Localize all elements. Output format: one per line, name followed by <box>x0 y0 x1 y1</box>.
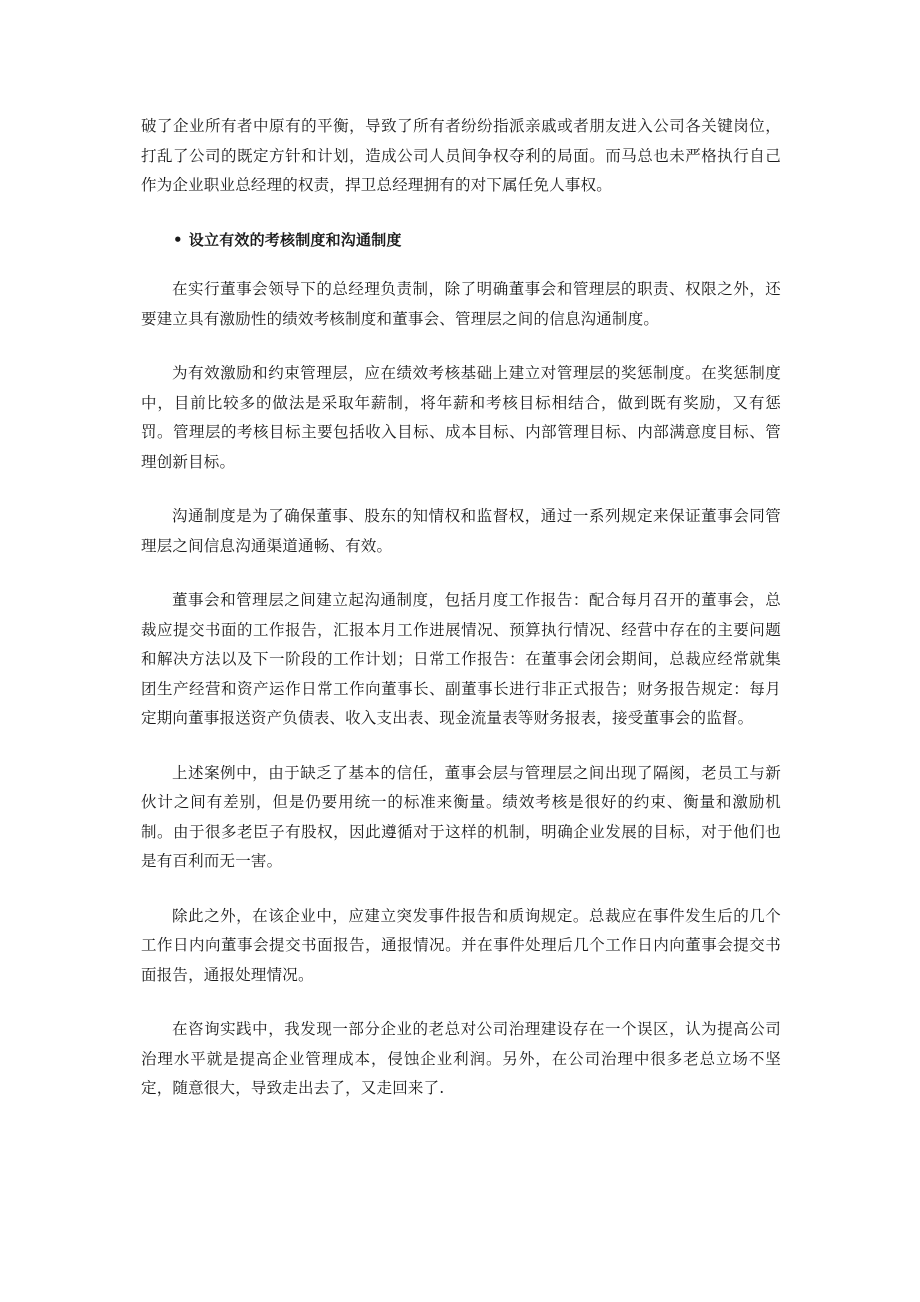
paragraph-7: 在咨询实践中，我发现一部分企业的老总对公司治理建设存在一个误区，认为提高公司治理水平就是提高企业管理成本，侵蚀企业利润。另外，在公司治理中很多老总立场不坚定，随意很大，导致走出去了，又走回来了. <box>141 1020 781 1097</box>
paragraph-3: 沟通制度是为了确保董事、股东的知情权和监督权，通过一系列规定来保证董事会同管理层之间信息沟通渠道通畅、有效。 <box>141 507 781 555</box>
paragraph-1: 在实行董事会领导下的总经理负责制，除了明确董事会和管理层的职责、权限之外，还要建立具有激励性的绩效考核制度和董事会、管理层之间的信息沟通制度。 <box>141 280 781 328</box>
paragraph-continuation: 破了企业所有者中原有的平衡，导致了所有者纷纷指派亲戚或者朋友进入公司各关键岗位，打乱了公司的既定方针和计划，造成公司人员间争权夺利的局面。而马总也未严格执行自己作为企业职业总经理的权责，捍卫总经理拥有的对下属任免人事权。 <box>141 117 781 194</box>
paragraph-5: 上述案例中，由于缺乏了基本的信任，董事会层与管理层之间出现了隔阂，老员工与新伙计之间有差别，但是仍要用统一的标准来衡量。绩效考核是很好的约束、衡量和激励机制。由于很多老臣子有股权，因此遵循对于这样的机制，明确企业发展的目标，对于他们也是有百利而无一害。 <box>141 763 781 870</box>
section-heading-text: 设立有效的考核制度和沟通制度 <box>188 230 402 249</box>
document-page <box>141 112 781 1129</box>
bullet-icon: • <box>173 230 183 249</box>
paragraph-4: 董事会和管理层之间建立起沟通制度，包括月度工作报告：配合每月召开的董事会，总裁应提交书面的工作报告，汇报本月工作进展情况、预算执行情况、经营中存在的主要问题和解决方法以及下一阶段的工作计划；日常工作报告：在董事会闭会期间，总裁应经常就集团生产经营和资产运作日常工作向董事长、副董事长进行非正式报告；财务报告规定：每月定期向董事报送资产负债表、收入支出表、现金流量表等财务报表，接受董事会的监督。 <box>141 591 781 727</box>
paragraph-6: 除此之外，在该企业中，应建立突发事件报告和质询规定。总裁应在事件发生后的几个工作日内向董事会提交书面报告，通报情况。并在事件处理后几个工作日内向董事会提交书面报告，通报处理情况。 <box>141 906 781 984</box>
paragraph-2: 为有效激励和约束管理层，应在绩效考核基础上建立对管理层的奖惩制度。在奖惩制度中，目前比较多的做法是采取年薪制，将年薪和考核目标相结合，做到既有奖励，又有惩罚。管理层的考核目标主要包括收入目标、成本目标、内部管理目标、内部满意度目标、管理创新目标。 <box>141 364 781 471</box>
section-heading <box>141 226 781 256</box>
